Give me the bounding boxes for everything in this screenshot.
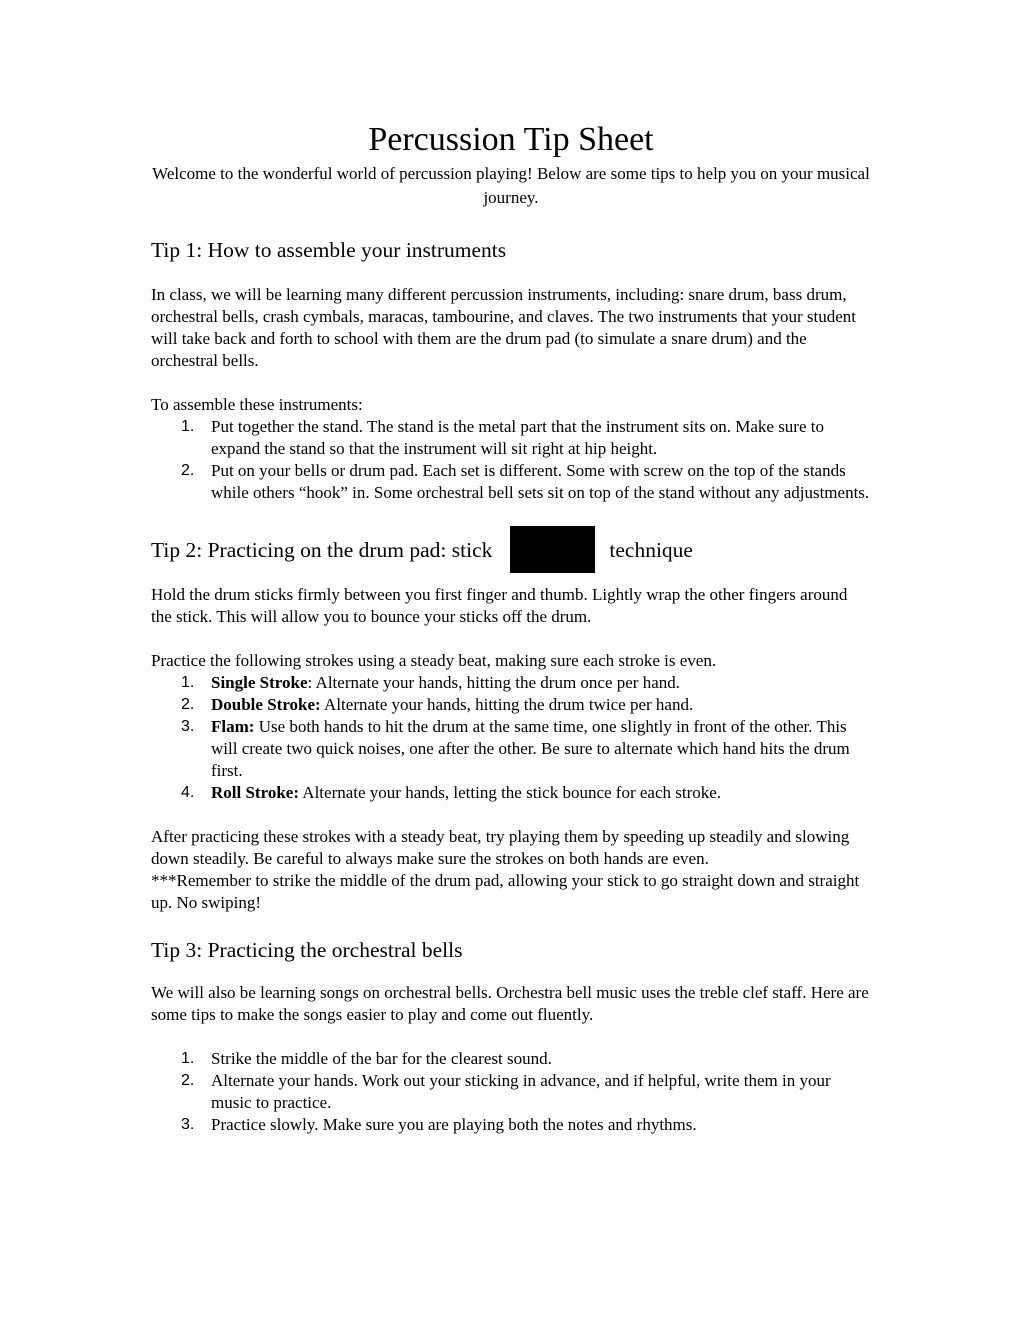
list-item-text: Use both hands to hit the drum at the same time, one slightly in front of the other. This will create two quick noises, one after the other. Be sure to alternate which hand hits the drum first. — [211, 717, 850, 780]
list-number: 4. — [181, 784, 195, 801]
list-item-text: Alternate your hands, letting the stick bounce for each stroke. — [299, 783, 722, 802]
list-item-text: Strike the middle of the bar for the clearest sound. — [211, 1049, 552, 1068]
document-title: Percussion Tip Sheet — [368, 121, 654, 158]
tip2-list-intro: Practice the following strokes using a steady beat, making sure each stroke is even. — [151, 651, 717, 670]
tip2-heading-line — [151, 526, 871, 573]
tip2-heading-end: technique — [609, 537, 693, 562]
tip2-reminder: ***Remember to strike the middle of the drum pad, allowing your stick to go straight down and straight up. No swiping! — [151, 871, 860, 912]
tip2-strokes — [151, 672, 871, 804]
list-item-text: Alternate your hands, hitting the drum once per hand. — [312, 673, 681, 692]
stroke-term: Double Stroke: — [211, 695, 321, 714]
tip1-steps — [151, 416, 871, 504]
list-item-text: Alternate your hands, hitting the drum twice per hand. — [320, 695, 694, 714]
intro-text: Welcome to the wonderful world of percussion playing! Below are some tips to help you on your musical journey. — [152, 164, 870, 207]
list-number: 1. — [181, 418, 195, 435]
list-number: 1. — [181, 674, 195, 691]
list-item-text: Put together the stand. The stand is the metal part that the instrument sits on. Make sure to expand the stand so that the instrument will sit right at hip height. — [211, 417, 824, 458]
document-page — [151, 118, 871, 1136]
list-number: 3. — [181, 718, 195, 735]
stroke-term: Flam: — [211, 717, 255, 736]
tip3-paragraph: We will also be learning songs on orchestral bells. Orchestra bell music uses the treble clef staff. Here are some tips to make the songs easier to play and come out fluently. — [151, 983, 869, 1024]
tip3-heading: Tip 3: Practicing the orchestral bells — [151, 938, 463, 962]
list-number: 3. — [181, 1116, 195, 1133]
tip3-steps — [151, 1048, 871, 1136]
list-item-text: Put on your bells or drum pad. Each set is different. Some with screw on the top of the stands while others “hook” in. Some orchestral bell sets sit on top of the stand without any adjustments. — [211, 461, 870, 502]
list-item-text: Practice slowly. Make sure you are playing both the notes and rhythms. — [211, 1115, 697, 1134]
list-item — [151, 694, 871, 716]
tip1-list-intro: To assemble these instruments: — [151, 395, 363, 414]
list-item — [151, 672, 871, 694]
list-number: 2. — [181, 696, 195, 713]
stroke-term: Roll Stroke: — [211, 783, 299, 802]
list-item — [151, 1048, 871, 1070]
list-number: 2. — [181, 1072, 195, 1089]
list-item — [151, 1114, 871, 1136]
list-number: 2. — [181, 462, 195, 479]
tip2-heading — [151, 536, 492, 564]
list-item — [151, 416, 871, 460]
tip2-heading-start: Tip 2: Practicing on the drum pad: stick — [151, 537, 493, 562]
list-item — [151, 716, 871, 782]
tip2-after-paragraph: After practicing these strokes with a steady beat, try playing them by speeding up steadily and slowing down steadily. Be careful to always make sure the strokes on both hands are even. — [151, 827, 850, 868]
redaction-block — [510, 526, 595, 573]
stroke-term-sep: : — [307, 673, 313, 692]
tip1-heading: Tip 1: How to assemble your instruments — [151, 238, 507, 262]
tip2-paragraph: Hold the drum sticks firmly between you first finger and thumb. Lightly wrap the other fingers around the stick. This will allow you to bounce your sticks off the drum. — [151, 585, 848, 626]
stroke-term: Single Stroke — [211, 673, 308, 692]
list-item — [151, 782, 871, 804]
list-item-text: Alternate your hands. Work out your sticking in advance, and if helpful, write them in your music to practice. — [211, 1071, 831, 1112]
tip1-paragraph: In class, we will be learning many different percussion instruments, including: snare drum, bass drum, orchestral bells, crash cymbals, maracas, tambourine, and claves. The two instruments that your student will take back and forth to school with them are the drum pad (to simulate a snare drum) and the orchestral bells. — [151, 285, 856, 370]
list-number: 1. — [181, 1050, 195, 1067]
list-item — [151, 1070, 871, 1114]
list-item — [151, 460, 871, 504]
